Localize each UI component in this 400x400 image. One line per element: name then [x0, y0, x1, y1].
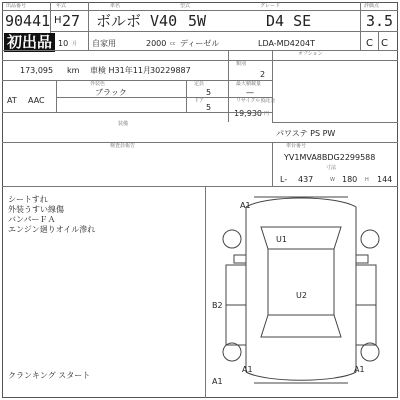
doors-label: ドア — [194, 98, 204, 104]
score: 3.5 — [366, 12, 394, 30]
max-load: — — [246, 88, 254, 97]
header-bottom-line — [2, 50, 398, 51]
spec-line-1 — [2, 80, 272, 81]
vin-divider — [272, 142, 273, 186]
grade-label: グレード — [260, 3, 281, 9]
width-label: W — [330, 177, 335, 183]
note-line-2: 外装うすい線傷 — [8, 205, 64, 214]
seats-label: 定員 — [194, 81, 205, 87]
mark-a1-right: A1 — [354, 365, 365, 374]
equipment-bottom-line — [2, 142, 398, 143]
door-right-rear — [356, 305, 376, 345]
score-split — [378, 31, 379, 50]
header-divider-3 — [360, 2, 361, 50]
door-left-rear — [226, 305, 246, 345]
exterior-score: C — [381, 38, 388, 49]
header-mid-line — [50, 31, 398, 32]
grade: D4 SE — [266, 12, 312, 30]
equipment-label: 装備 — [118, 121, 129, 127]
shift: AT — [7, 96, 17, 105]
mark-u2: U2 — [296, 291, 307, 300]
model-code: LDA-MD4204T — [258, 39, 315, 48]
mark-a1-front: A1 — [212, 377, 223, 386]
class-no: 2 — [260, 70, 266, 79]
height: 144 — [377, 175, 393, 184]
note-line-3: バンパーＦＡ — [8, 215, 56, 224]
right-panel-divider — [272, 50, 273, 122]
seats: 5 — [206, 88, 212, 97]
max-load-label: 最大積載量 — [236, 81, 262, 87]
wheel-right-rear — [361, 343, 379, 361]
wheel-left-front — [223, 230, 241, 248]
wheel-left-rear — [223, 343, 241, 361]
mark-b2: B2 — [212, 301, 223, 310]
price-unit: 円 — [264, 111, 270, 117]
month-unit: 月 — [72, 41, 78, 47]
options-value: パワステ PS PW — [276, 129, 336, 138]
door-right-front — [356, 265, 376, 305]
mileage-unit: km — [67, 66, 80, 75]
height-label: H — [365, 177, 369, 183]
width: 180 — [342, 175, 358, 184]
first-listing-badge: 初出品 — [4, 33, 55, 52]
lot-label: 出品番号 — [6, 3, 27, 9]
body-label: 型式 — [180, 3, 191, 9]
notes-label: 検査員報告 — [110, 143, 136, 149]
ac: AAC — [28, 96, 45, 105]
options-line — [272, 122, 398, 123]
length: 437 — [298, 175, 314, 184]
mileage-value: 173,095 — [20, 66, 54, 75]
color: ブラック — [95, 88, 127, 97]
inspection-date: 車検 H31年11月 — [90, 66, 151, 75]
type-no: 30229887 — [150, 66, 191, 75]
seats-divider — [186, 80, 187, 112]
doors: 5 — [206, 103, 212, 112]
header-divider-2 — [88, 2, 89, 50]
header-label-line — [2, 10, 398, 11]
car-name: ボルボ V40 — [96, 12, 178, 30]
vin: YV1MVA8BDG2299588 — [284, 153, 376, 162]
usage: 自家用 — [92, 39, 116, 48]
score-label: 評価点 — [364, 3, 380, 9]
shift-divider — [56, 80, 57, 112]
fuel: ディーゼル — [180, 39, 220, 48]
mark-u1: U1 — [276, 235, 287, 244]
lot-number: 90441 — [5, 12, 51, 30]
class-label: 類別 — [236, 61, 247, 67]
options-label: オプション — [298, 51, 323, 57]
cc-unit: cc — [170, 41, 176, 47]
roof-panel — [268, 249, 334, 315]
mirror-right — [356, 255, 368, 263]
spec-line-3 — [2, 112, 272, 113]
wheel-right-front — [361, 230, 379, 248]
windshield-rear — [261, 315, 341, 337]
mileage-label-line — [2, 60, 398, 61]
displacement: 2000 — [146, 39, 167, 48]
note-line-1: シートすれ — [8, 195, 48, 204]
length-prefix: L- — [280, 175, 288, 184]
notes-footer: クランキング スタート — [8, 371, 91, 380]
interior-score: C — [366, 38, 373, 49]
mark-a1-bottom: A1 — [242, 365, 253, 374]
windshield-front — [261, 227, 341, 249]
maker-label: 車名 — [110, 3, 121, 9]
year-label: 年式 — [56, 3, 67, 9]
price-label: リサイクル預託金 — [236, 98, 276, 104]
vin-label: 車台番号 — [286, 143, 307, 149]
body-type: 5W — [188, 12, 207, 30]
recycle-price: 19,930 — [234, 109, 262, 118]
year-era: H — [54, 15, 62, 26]
color-label: 外装色 — [90, 81, 106, 87]
door-left-front — [226, 265, 246, 305]
dimensions-label: 寸法 — [326, 165, 337, 171]
note-line-4: エンジン廻りオイル滲れ — [8, 225, 96, 234]
model-year: 27 — [62, 12, 81, 30]
car-body-outline — [246, 198, 356, 380]
mark-a1-top: A1 — [240, 201, 251, 210]
mirror-left — [234, 255, 246, 263]
month: 10 — [58, 39, 69, 48]
